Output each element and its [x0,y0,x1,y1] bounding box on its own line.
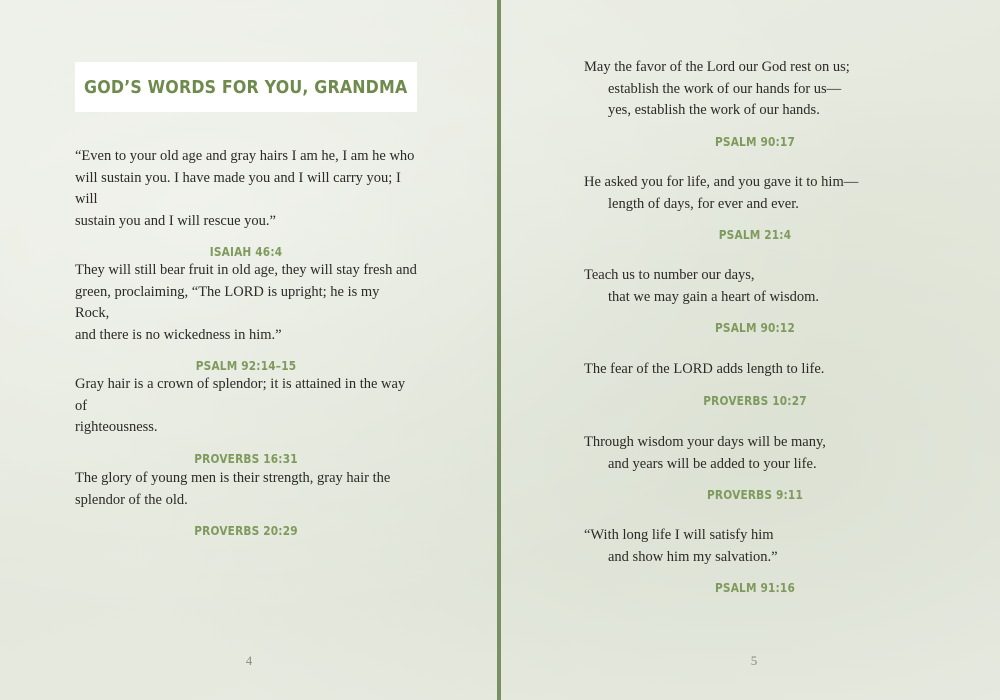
verse-line: The glory of young men is their strength, gray hair the [75,470,391,486]
verse-line: The fear of the LORD adds length to life. [584,361,825,377]
verse-line: and years will be added to your life. [608,455,817,472]
verse-line: “Even to your old age and gray hairs I am he, I am he who [75,148,415,164]
verse-line: They will still bear fruit in old age, they will stay fresh and [75,262,417,278]
verse-line: Teach us to number our days, [584,267,755,283]
verse-entry [584,265,926,335]
verse-entry [584,172,926,242]
verse-line: May the favor of the Lord our God rest on us; [584,59,850,75]
verse-line: and show him my salvation.” [608,548,778,565]
verse-line: establish the work of our hands for us— [608,80,842,97]
verse-entry [75,260,417,373]
verse-line: and there is no wickedness in him.” [75,326,282,343]
verse-reference: PROVERBS 10:27 [703,393,807,408]
verse-text [584,359,926,381]
verse-text [584,172,926,215]
verse-line: that we may gain a heart of wisdom. [608,288,819,305]
verse-entry [75,374,417,466]
verse-line: yes, establish the work of our hands. [608,102,820,118]
verse-text [584,525,926,568]
verse-entry [584,525,926,595]
verse-text [75,146,417,232]
verse-line: righteousness. [75,419,158,435]
page-title: GOD’S WORDS FOR YOU, GRANDMA [84,76,408,98]
verse-entry [75,146,417,259]
verse-text [584,57,926,122]
verse-entry [75,468,417,538]
page-number: 4 [245,653,253,668]
verse-reference: PROVERBS 20:29 [194,524,298,538]
verse-line: “With long life I will satisfy him [584,527,774,543]
verse-line: sustain you and I will rescue you.” [75,212,276,229]
verse-text [584,265,926,308]
verse-line: Through wisdom your days will be many, [584,434,826,450]
right-page [501,0,1000,700]
page-number: 5 [750,653,758,668]
verse-reference: ISAIAH 46:4 [209,245,283,259]
verse-line: Gray hair is a crown of splendor; it is attained in the way of [75,376,406,414]
verse-line: length of days, for ever and ever. [608,195,799,212]
verse-text [584,432,926,475]
verse-text [75,468,417,511]
left-page [0,0,497,700]
verse-line: splendor of the old. [75,491,188,508]
verse-reference: PSALM 92:14–15 [195,359,297,373]
verse-line: will sustain you. I have made you and I will carry you; I will [75,169,401,207]
verse-entry [584,359,926,408]
verse-reference: PROVERBS 16:31 [194,451,298,466]
verse-text [75,260,417,346]
verse-text [75,374,417,439]
verse-reference: PSALM 90:17 [715,134,795,149]
verse-entry [584,432,926,502]
title-box [75,62,417,112]
verse-reference: PSALM 91:16 [715,581,795,595]
verse-reference: PSALM 21:4 [718,228,792,242]
verse-line: He asked you for life, and you gave it to him— [584,174,859,190]
verse-reference: PSALM 90:12 [715,321,795,335]
verse-line: green, proclaiming, “The LORD is upright; he is my Rock, [75,283,380,321]
verse-entry [584,57,926,149]
verse-reference: PROVERBS 9:11 [707,488,803,502]
